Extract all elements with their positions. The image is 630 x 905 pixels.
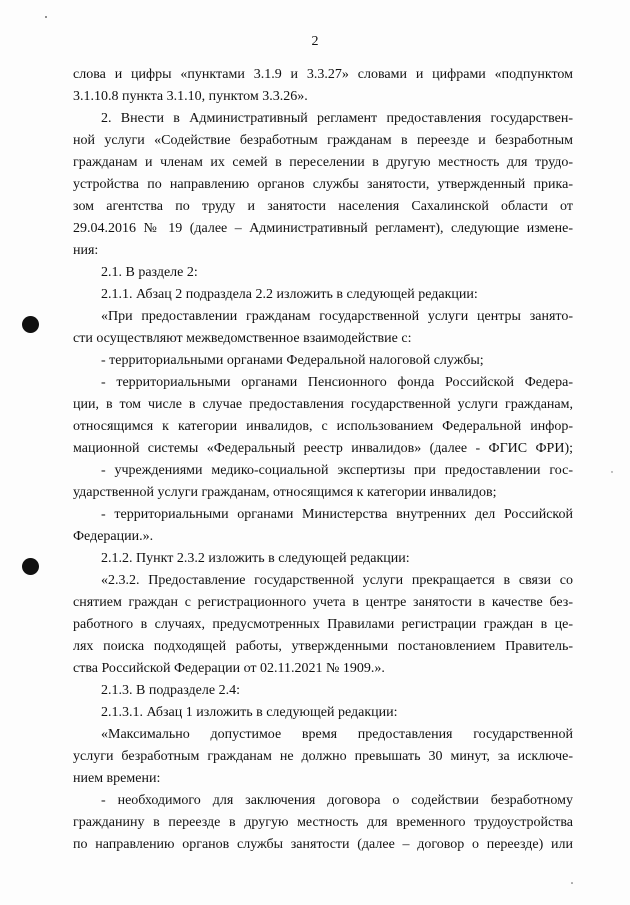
text-line: Федерации.». bbox=[73, 529, 154, 544]
text-line: гражданам и членам их семей в переселении в другую местность для трудо- bbox=[73, 155, 573, 170]
scan-speck bbox=[45, 16, 47, 18]
text-line: услуги безработным гражданам не должно превышать 30 минут, за исключе- bbox=[73, 749, 573, 764]
text-line: 3.1.10.8 пункта 3.1.10, пунктом 3.3.26». bbox=[73, 89, 308, 104]
text-line: 2.1. В разделе 2: bbox=[101, 265, 198, 280]
text-line: - территориальными органами Федеральной налоговой службы; bbox=[101, 353, 484, 368]
text-line: относящимся к категории инвалидов, с использованием Федеральной инфор- bbox=[73, 419, 573, 434]
text-line: 2.1.2. Пункт 2.3.2 изложить в следующей редакции: bbox=[101, 551, 410, 566]
text-line: 2.1.1. Абзац 2 подраздела 2.2 изложить в следующей редакции: bbox=[101, 287, 478, 302]
text-line: 2.1.3.1. Абзац 1 изложить в следующей редакции: bbox=[101, 705, 398, 720]
text-line: 2. Внести в Административный регламент предоставления государствен- bbox=[101, 111, 573, 126]
text-line: - территориальными органами Министерства внутренних дел Российской bbox=[101, 507, 573, 522]
text-line: - учреждениями медико-социальной экспертизы при предоставлении гос- bbox=[101, 463, 573, 478]
document-body bbox=[73, 64, 573, 856]
text-line: ства Российской Федерации от 02.11.2021 № 1909.». bbox=[73, 661, 385, 676]
page-number: 2 bbox=[311, 34, 319, 49]
text-line: «2.3.2. Предоставление государственной услуги прекращается в связи со bbox=[101, 573, 573, 588]
text-line: 2.1.3. В подразделе 2.4: bbox=[101, 683, 240, 698]
text-line: снятием граждан с регистрационного учета в центре занятости в качестве без- bbox=[73, 595, 573, 610]
text-line: - территориальными органами Пенсионного фонда Российской Федера- bbox=[101, 375, 573, 390]
text-line: нием времени: bbox=[73, 771, 161, 786]
text-line: лях поиска подходящей работы, утвержденными постановлением Правитель- bbox=[73, 639, 573, 654]
punch-hole bbox=[22, 558, 39, 575]
text-line: 29.04.2016 № 19 (далее – Административный регламент), следующие измене- bbox=[73, 221, 573, 236]
text-line: - необходимого для заключения договора о содействии безработному bbox=[101, 793, 573, 808]
text-line: ной услуги «Содействие безработным гражданам в переезде и безработным bbox=[73, 133, 573, 148]
text-line: ния: bbox=[73, 243, 99, 258]
text-line: устройства по направлению органов службы занятости, утвержденный прика- bbox=[73, 177, 573, 192]
text-line: слова и цифры «пунктами 3.1.9 и 3.3.27» словами и цифрами «подпунктом bbox=[73, 67, 573, 82]
text-line: «При предоставлении гражданам государственной услуги центры занято- bbox=[101, 309, 573, 324]
punch-hole bbox=[22, 316, 39, 333]
text-line: по направлению органов службы занятости (далее – договор о переезде) или bbox=[73, 837, 573, 852]
scan-speck bbox=[611, 471, 612, 472]
scan-speck bbox=[571, 882, 573, 884]
text-line: работного в случаях, предусмотренных Правилами регистрации граждан в це- bbox=[73, 617, 573, 632]
text-line: гражданину в переезде в другую местность для временного трудоустройства bbox=[73, 815, 573, 830]
text-line: мационной системы «Федеральный реестр инвалидов» (далее - ФГИС ФРИ); bbox=[73, 441, 573, 456]
text-line: ударственной услуги гражданам, относящимся к категории инвалидов; bbox=[73, 485, 497, 500]
text-line: зом агентства по труду и занятости населения Сахалинской области от bbox=[73, 199, 573, 214]
text-line: сти осуществляют межведомственное взаимодействие с: bbox=[73, 331, 412, 346]
text-line: «Максимально допустимое время предоставления государственной bbox=[101, 727, 573, 742]
text-line: ции, в том числе в случае предоставления государственной услуги гражданам, bbox=[73, 397, 573, 412]
